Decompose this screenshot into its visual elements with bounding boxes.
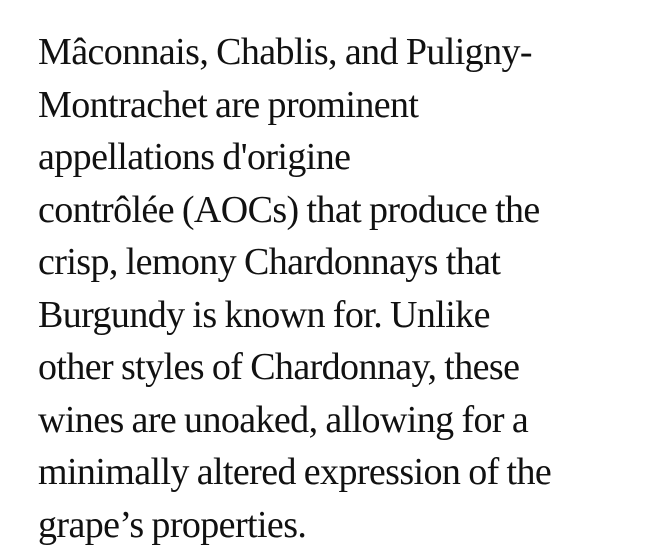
paragraph-line-4: contrôlée (AOCs) that produce the [38,188,540,231]
paragraph-line-9: minimally altered expression of the [38,451,552,493]
paragraph-line-10: grape’s properties. [38,503,307,546]
paragraph-text [38,26,648,551]
paragraph-line-3: appellations d'origine [38,136,351,178]
paragraph-line-8: wines are unoaked, allowing for a [38,398,529,441]
paragraph-line-7: other styles of Chardonnay, these [38,346,520,388]
paragraph-line-5: crisp, lemony Chardonnays that [38,241,501,283]
paragraph-line-6: Burgundy is known for. Unlike [38,293,490,336]
paragraph-line-1: Mâconnais, Chablis, and Puligny- [38,31,532,73]
paragraph-line-2: Montrachet are prominent [38,83,419,126]
